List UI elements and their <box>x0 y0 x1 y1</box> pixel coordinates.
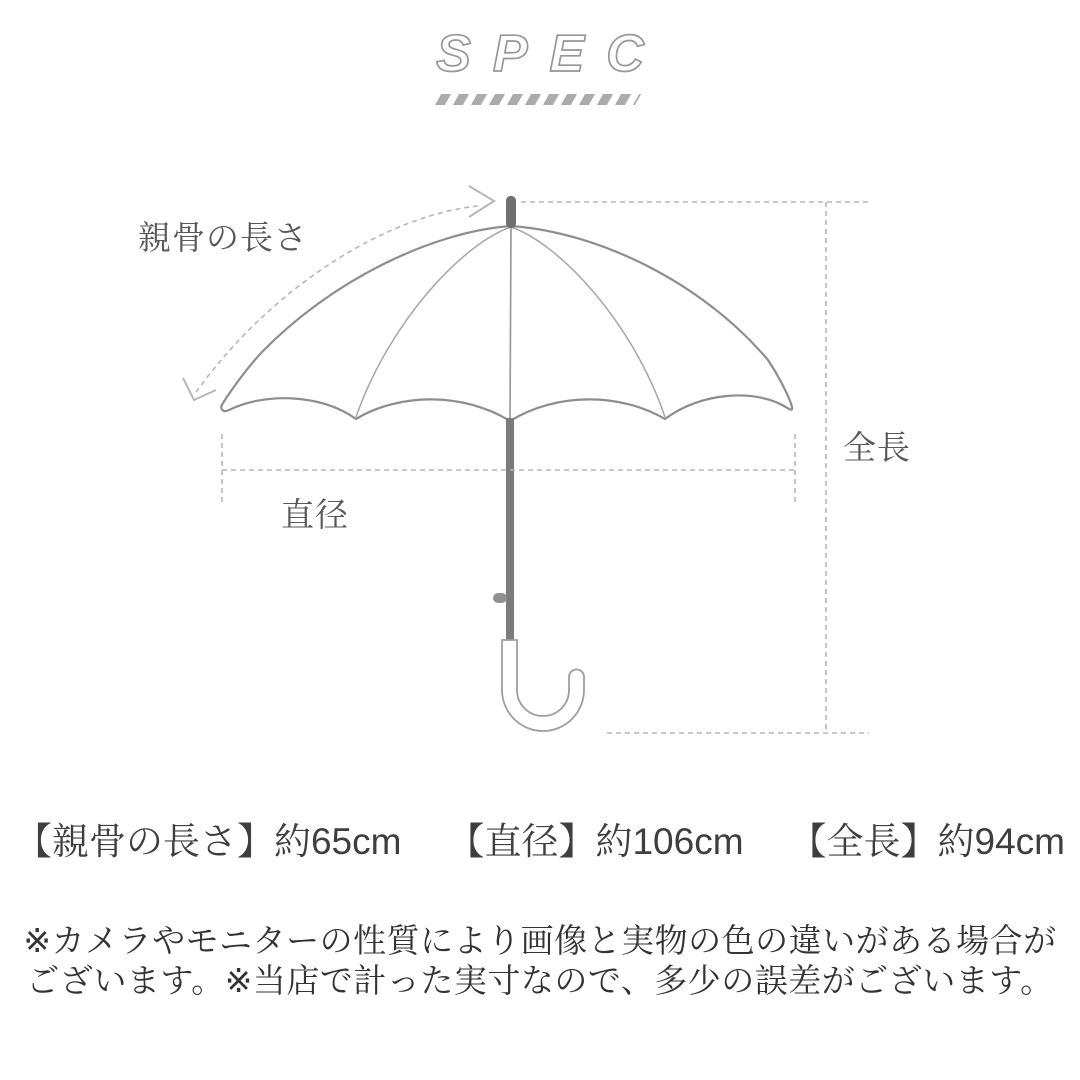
diameter-label: 直径 <box>281 496 349 533</box>
spec-rib-length: 【親骨の長さ】約65cm <box>14 821 402 862</box>
umbrella-shaft <box>506 418 514 642</box>
umbrella-ferrule <box>506 196 516 228</box>
rib-length-label: 親骨の長さ <box>138 219 308 256</box>
disclaimer-line-2: ございます。※当店で計った実寸なので、多少の誤差がございます。 <box>26 962 1054 999</box>
center-pole-line <box>510 228 511 419</box>
spec-total-length: 【全長】約94cm <box>789 821 1066 862</box>
spec-title: SPEC <box>436 25 666 83</box>
total-length-label: 全長 <box>843 429 911 466</box>
disclaimer-note <box>0 921 1080 1001</box>
disclaimer-line-1: ※カメラやモニターの性質により画像と実物の色の違いがある場合が <box>23 922 1057 959</box>
arrowhead-toward-tip <box>469 186 494 217</box>
measurement-specs <box>0 811 1080 865</box>
spec-diameter: 【直径】約106cm <box>447 821 744 862</box>
umbrella-handle <box>502 640 584 731</box>
runner-stopper <box>493 593 507 603</box>
arrowhead-toward-edge <box>183 378 216 400</box>
